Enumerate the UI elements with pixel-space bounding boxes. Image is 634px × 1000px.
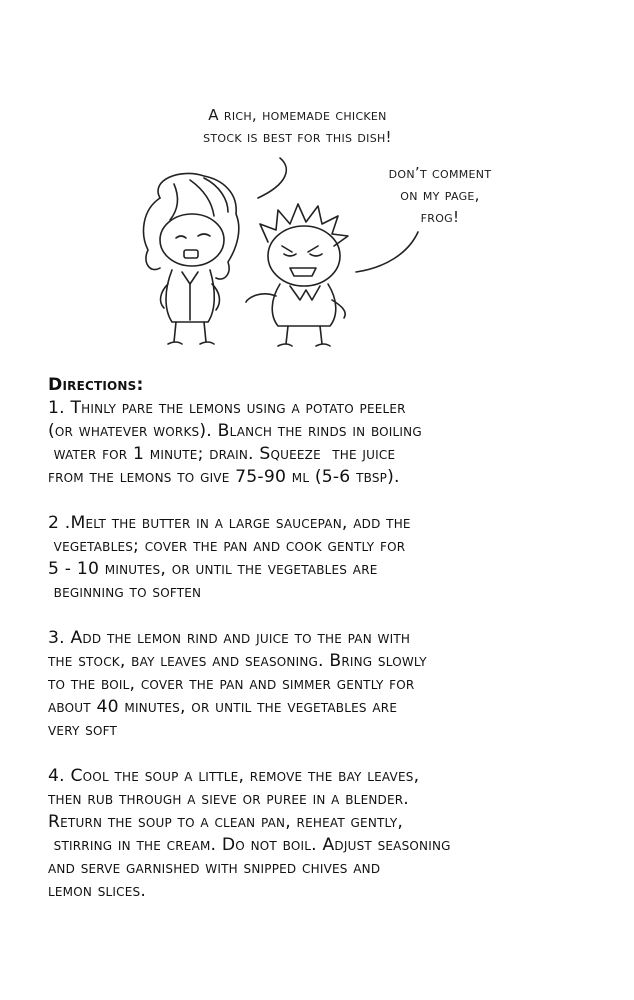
step-line: 2 .Melt the butter in a large saucepan, add the bbox=[48, 513, 411, 533]
step-line: 3. Add the lemon rind and juice to the pan with bbox=[48, 628, 411, 648]
step-line: very soft bbox=[48, 720, 118, 740]
step-line: then rub through a sieve or puree in a blender. bbox=[48, 789, 409, 809]
speech-bubble-left bbox=[175, 104, 420, 148]
bubble-line: stock is best for this dish! bbox=[203, 128, 392, 146]
direction-step-1 bbox=[48, 397, 618, 489]
bubble-line: on my page, bbox=[400, 186, 480, 204]
step-line: lemon slices. bbox=[48, 881, 146, 901]
chibi-characters-illustration bbox=[120, 150, 440, 360]
step-line: from the lemons to give 75-90 ml (5-6 tbsp). bbox=[48, 467, 400, 487]
step-line: and serve garnished with snipped chives and bbox=[48, 858, 381, 878]
direction-step-2 bbox=[48, 512, 618, 604]
bubble-line: A rich, homemade chicken bbox=[208, 106, 387, 124]
direction-step-3 bbox=[48, 627, 618, 742]
right-character bbox=[246, 204, 348, 346]
step-line: stirring in the cream. Do not boil. Adjust seasoning bbox=[48, 835, 451, 855]
step-line: 5 - 10 minutes, or until the vegetables are bbox=[48, 559, 378, 579]
directions-section bbox=[48, 374, 618, 903]
speech-tail-right bbox=[356, 232, 418, 272]
left-character bbox=[144, 173, 239, 344]
step-line: vegetables; cover the pan and cook gently for bbox=[48, 536, 406, 556]
step-line: about 40 minutes, or until the vegetables are bbox=[48, 697, 398, 717]
direction-step-4 bbox=[48, 765, 618, 903]
step-line: (or whatever works). Blanch the rinds in boiling bbox=[48, 421, 422, 441]
step-line: to the boil, cover the pan and simmer gently for bbox=[48, 674, 415, 694]
bubble-line: frog! bbox=[420, 208, 460, 226]
bubble-line: don’t comment bbox=[388, 164, 492, 182]
step-line: 4. Cool the soup a little, remove the bay leaves, bbox=[48, 766, 420, 786]
step-line: 1. Thinly pare the lemons using a potato peeler bbox=[48, 398, 406, 418]
directions-heading: Directions: bbox=[48, 375, 144, 395]
step-line: beginning to soften bbox=[48, 582, 202, 602]
speech-tail-left bbox=[258, 158, 286, 198]
step-line: Return the soup to a clean pan, reheat gently, bbox=[48, 812, 404, 832]
step-line: the stock, bay leaves and seasoning. Bring slowly bbox=[48, 651, 427, 671]
step-line: water for 1 minute; drain. Squeeze the juice bbox=[48, 444, 396, 464]
